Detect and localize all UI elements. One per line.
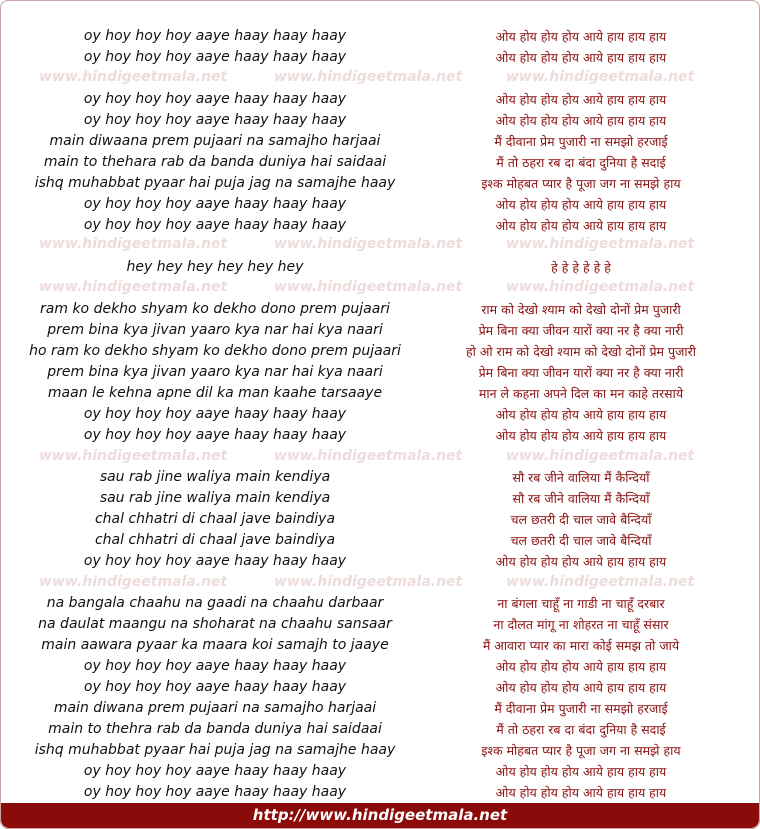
lyric-english: oy hoy hoy hoy aaye haay haay haay (83, 427, 347, 443)
lyric-english: oy hoy hoy hoy aaye haay haay haay (83, 49, 347, 65)
lyric-hindi: मैं दीवाना प्रेम पुजारी ना समझो हरजाई (494, 134, 668, 149)
lyric-line (1, 341, 759, 362)
lyric-english: oy hoy hoy hoy aaye haay haay haay (83, 217, 347, 233)
lyric-english: oy hoy hoy hoy aaye haay haay haay (83, 28, 347, 44)
lyric-english: main diwaana prem pujaari na samajho harjaai (49, 133, 381, 149)
lyric-line (1, 425, 759, 446)
lyric-english: chal chhatri di chaal jave baindiya (94, 511, 336, 527)
lyric-english: chal chhatri di chaal jave baindiya (94, 532, 336, 548)
lyric-hindi: ओय होय होय होय आये हाय हाय हाय (495, 113, 667, 128)
lyric-line (1, 551, 759, 572)
lyric-hindi: ओय होय होय होय आये हाय हाय हाय (495, 659, 667, 674)
watermark-strip (1, 573, 759, 591)
lyric-hindi: ओय होय होय होय आये हाय हाय हाय (495, 554, 667, 569)
lyric-english: ishq muhabbat pyaar hai puja jag na samajhe haay (34, 742, 396, 758)
lyric-line (1, 110, 759, 131)
watermark-strip (1, 68, 759, 86)
lyric-line (1, 320, 759, 341)
lyric-line (1, 530, 759, 551)
lyric-line (1, 89, 759, 110)
lyric-english: hey hey hey hey hey hey (126, 259, 304, 275)
lyric-english: oy hoy hoy hoy aaye haay haay haay (83, 196, 347, 212)
lyric-hindi: ओय होय होय होय आये हाय हाय हाय (495, 50, 667, 65)
lyric-hindi: ओय होय होय होय आये हाय हाय हाय (495, 197, 667, 212)
lyric-hindi: सौ रब जीने वालिया मैं कैन्दियाँ (512, 491, 650, 506)
watermark-text: www.hindigeetmala.net (39, 69, 228, 85)
lyric-english: na daulat maangu na shoharat na chaahu sansaar (38, 616, 392, 632)
watermark-text: www.hindigeetmala.net (506, 279, 695, 295)
lyric-line (1, 26, 759, 47)
lyric-english: maan le kehna apne dil ka man kaahe tarsaaye (47, 385, 383, 401)
watermark-strip (1, 447, 759, 465)
lyric-english: sau rab jine waliya main kendiya (99, 469, 331, 485)
lyric-english: oy hoy hoy hoy aaye haay haay haay (83, 679, 347, 695)
lyric-hindi: मान ले कहना अपने दिल का मन काहे तरसाये (478, 386, 684, 401)
lyric-hindi: ना दौलत मांगू ना शोहरत ना चाहूँ संसार (493, 617, 669, 632)
lyric-english: main to thehra rab da banda duniya hai saidaai (48, 721, 382, 737)
watermark-text: www.hindigeetmala.net (274, 236, 463, 252)
lyric-line (1, 719, 759, 740)
lyric-line (1, 635, 759, 656)
lyric-line (1, 215, 759, 236)
lyric-line (1, 740, 759, 761)
lyric-line (1, 299, 759, 320)
lyric-english: oy hoy hoy hoy aaye haay haay haay (83, 91, 347, 107)
lyric-hindi: राम को देखो श्याम को देखो दोनों प्रेम पुजारी (481, 302, 681, 317)
lyric-line (1, 467, 759, 488)
lyric-hindi: ना बंगला चाहूँ ना गाडी ना चाहूँ दरबार (497, 596, 665, 611)
lyric-hindi: चल छतरी दी चाल जावे बैन्दियाँ (510, 533, 652, 548)
lyric-line (1, 152, 759, 173)
lyric-english: oy hoy hoy hoy aaye haay haay haay (83, 406, 347, 422)
watermark-text: www.hindigeetmala.net (506, 448, 695, 464)
lyric-english: main to thehara rab da banda duniya hai saidaai (43, 154, 387, 170)
lyric-hindi: ओय होय होय होय आये हाय हाय हाय (495, 29, 667, 44)
lyric-line (1, 383, 759, 404)
lyric-english: oy hoy hoy hoy aaye haay haay haay (83, 763, 347, 779)
lyric-line (1, 131, 759, 152)
lyric-english: main aawara pyaar ka maara koi samajh to jaaye (41, 637, 389, 653)
watermark-text: www.hindigeetmala.net (274, 279, 463, 295)
lyric-hindi: मैं तो ठहरा रब दा बंदा दुनिया है सदाई (496, 722, 666, 737)
watermark-strip (1, 235, 759, 253)
lyric-line (1, 677, 759, 698)
lyric-line (1, 698, 759, 719)
lyric-hindi: सौ रब जीने वालिया मैं कैन्दियाँ (512, 470, 650, 485)
lyric-line (1, 656, 759, 677)
lyric-hindi: ओय होय होय होय आये हाय हाय हाय (495, 218, 667, 233)
lyric-hindi: इश्क मोहबत प्यार है पूजा जग ना समझे हाय (481, 176, 681, 191)
lyric-english: ishq muhabbat pyaar hai puja jag na samajhe haay (34, 175, 396, 191)
watermark-text: www.hindigeetmala.net (39, 574, 228, 590)
footer-bar (1, 803, 759, 828)
lyric-line (1, 257, 759, 278)
watermark-text: www.hindigeetmala.net (506, 69, 695, 85)
lyric-line (1, 761, 759, 782)
lyric-line (1, 782, 759, 803)
lyric-line (1, 509, 759, 530)
lyric-english: prem bina kya jivan yaaro kya nar hai kya naari (47, 322, 383, 338)
lyric-line (1, 362, 759, 383)
watermark-text: www.hindigeetmala.net (506, 574, 695, 590)
lyric-line (1, 173, 759, 194)
watermark-text: www.hindigeetmala.net (39, 448, 228, 464)
watermark-text: www.hindigeetmala.net (274, 574, 463, 590)
lyric-english: prem bina kya jivan yaaro kya nar hai kya naari (47, 364, 383, 380)
lyric-hindi: इश्क मोहबत प्यार है पूजा जग ना समझे हाय (481, 743, 681, 758)
lyric-hindi: मैं तो ठहरा रब दा बंदा दुनिया है सदाई (496, 155, 666, 170)
lyric-english: sau rab jine waliya main kendiya (99, 490, 331, 506)
watermark-text: www.hindigeetmala.net (39, 279, 228, 295)
lyric-hindi: प्रेम बिना क्या जीवन यारों क्या नर है क्या नारी (478, 323, 684, 338)
lyric-line (1, 593, 759, 614)
lyric-hindi: प्रेम बिना क्या जीवन यारों क्या नर है क्या नारी (478, 365, 684, 380)
lyric-hindi: मैं आवारा प्यार का मारा कोई समझ तो जाये (482, 638, 680, 653)
lyric-hindi: ओय होय होय होय आये हाय हाय हाय (495, 680, 667, 695)
watermark-text: www.hindigeetmala.net (274, 69, 463, 85)
lyric-english: na bangala chaahu na gaadi na chaahu darbaar (46, 595, 384, 611)
watermark-strip (1, 278, 759, 296)
watermark-text: www.hindigeetmala.net (39, 236, 228, 252)
lyric-line (1, 47, 759, 68)
lyric-english: oy hoy hoy hoy aaye haay haay haay (83, 658, 347, 674)
lyric-hindi: हो ओ राम को देखो श्याम को देखो दोनों प्रेम पुजारी (466, 344, 696, 359)
lyric-english: oy hoy hoy hoy aaye haay haay haay (83, 112, 347, 128)
lyric-english: ram ko dekho shyam ko dekho dono prem pujaari (40, 301, 390, 317)
lyric-line (1, 194, 759, 215)
watermark-text: www.hindigeetmala.net (274, 448, 463, 464)
lyric-hindi: ओय होय होय होय आये हाय हाय हाय (495, 428, 667, 443)
lyric-hindi: ओय होय होय होय आये हाय हाय हाय (495, 407, 667, 422)
lyric-english: oy hoy hoy hoy aaye haay haay haay (83, 784, 347, 800)
lyric-hindi: चल छतरी दी चाल जावे बैन्दियाँ (510, 512, 652, 527)
lyric-english: oy hoy hoy hoy aaye haay haay haay (83, 553, 347, 569)
lyric-hindi: ओय होय होय होय आये हाय हाय हाय (495, 92, 667, 107)
lyric-english: ho ram ko dekho shyam ko dekho dono prem pujaari (29, 343, 401, 359)
lyric-hindi: ओय होय होय होय आये हाय हाय हाय (495, 764, 667, 779)
lyric-english: main diwana prem pujaari na samajho harjaai (53, 700, 377, 716)
footer-url-link[interactable]: http://www.hindigeetmala.net (252, 806, 508, 824)
lyric-hindi: मैं दीवाना प्रेम पुजारी ना समझो हरजाई (494, 701, 668, 716)
lyric-hindi: ओय होय होय होय आये हाय हाय हाय (495, 785, 667, 800)
lyric-hindi: हे हे हे हे हे हे (551, 260, 611, 275)
lyric-line (1, 404, 759, 425)
lyric-line (1, 614, 759, 635)
watermark-text: www.hindigeetmala.net (506, 236, 695, 252)
lyric-line (1, 488, 759, 509)
